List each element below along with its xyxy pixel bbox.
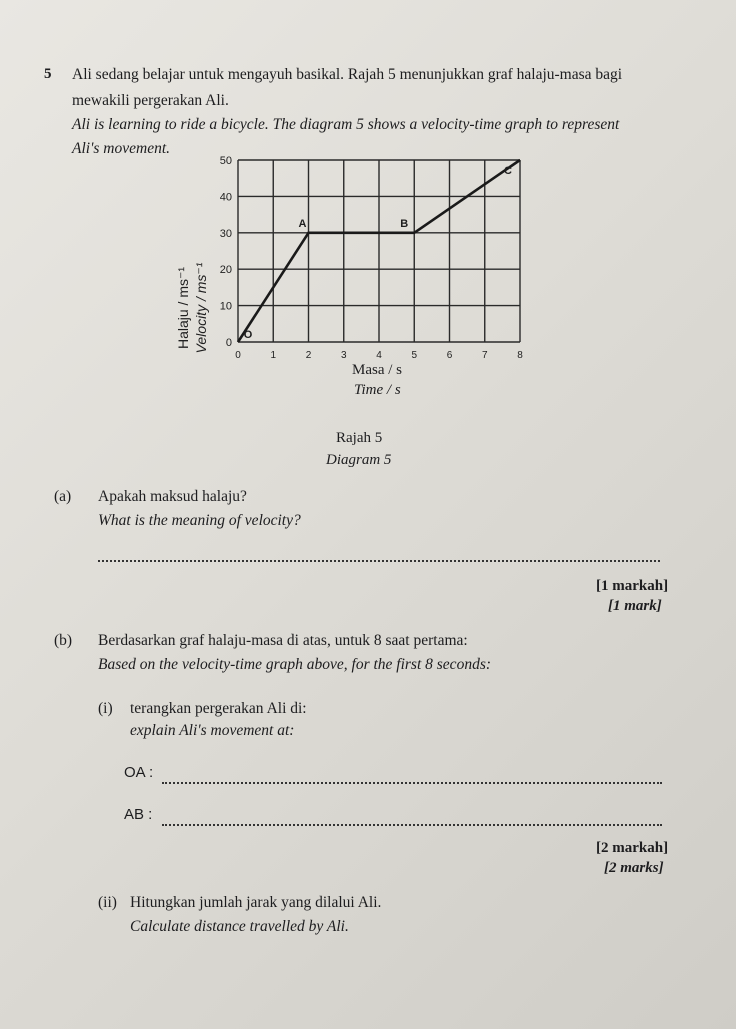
- part-a-label: (a): [54, 488, 72, 505]
- question-number: 5: [44, 66, 52, 82]
- x-axis-label-malay: Masa / s: [352, 362, 402, 378]
- x-tick-label: 5: [411, 350, 418, 361]
- part-a-marks-english: [1 mark]: [608, 598, 662, 614]
- x-tick-label: 6: [446, 350, 453, 361]
- part-b-label: (b): [54, 632, 73, 649]
- part-a-marks-malay: [1 markah]: [596, 578, 669, 594]
- oa-label: OA :: [124, 764, 154, 781]
- oa-answer-line[interactable]: [162, 782, 662, 784]
- x-axis-label-english: Time / s: [354, 382, 401, 398]
- x-tick-label: 1: [270, 350, 277, 361]
- point-label-o: O: [243, 329, 253, 341]
- intro-english-line-2: Ali's movement.: [72, 140, 171, 157]
- x-tick-label: 0: [235, 350, 241, 361]
- part-b-ii-label: (ii): [98, 894, 117, 911]
- part-b-i-marks-malay: [2 markah]: [596, 840, 669, 856]
- y-tick-label: 30: [219, 227, 232, 240]
- intro-english-line-1: Ali is learning to ride a bicycle. The diagram 5 shows a velocity-time graph to represent: [72, 116, 620, 133]
- ab-label: AB :: [124, 806, 153, 823]
- part-a-question-english: What is the meaning of velocity?: [98, 512, 301, 529]
- diagram-caption-malay: Rajah 5: [336, 430, 383, 446]
- x-tick-label: 8: [517, 350, 523, 361]
- point-label-c: C: [504, 165, 512, 177]
- part-a-question-malay: Apakah maksud halaju?: [98, 488, 247, 505]
- intro-malay-line-1: Ali sedang belajar untuk mengayuh basikal. Rajah 5 menunjukkan graf halaju-masa bagi: [72, 66, 623, 83]
- point-label-a: A: [298, 217, 307, 230]
- y-tick-label: 10: [219, 300, 232, 313]
- part-b-intro-english: Based on the velocity-time graph above, for the first 8 seconds:: [98, 656, 492, 673]
- part-b-i-marks-english: [2 marks]: [604, 860, 664, 876]
- y-tick-label: 20: [219, 264, 232, 277]
- diagram-caption-english: Diagram 5: [326, 452, 392, 468]
- y-tick-label: 40: [219, 191, 232, 204]
- x-tick-label: 2: [305, 350, 312, 361]
- part-b-ii-question-english: Calculate distance travelled by Ali.: [130, 918, 349, 935]
- graph-grid: [238, 160, 520, 342]
- x-tick-label: 3: [340, 350, 347, 361]
- y-tick-label: 50: [219, 155, 232, 167]
- intro-malay-line-2: mewakili pergerakan Ali.: [72, 92, 229, 109]
- ab-answer-line[interactable]: [162, 824, 662, 826]
- part-b-i-question-malay: terangkan pergerakan Ali di:: [130, 700, 307, 717]
- part-b-i-label: (i): [98, 700, 113, 717]
- point-label-b: B: [400, 217, 409, 230]
- y-axis-label-english: Velocity / ms⁻¹: [193, 262, 209, 354]
- x-tick-label: 7: [481, 350, 488, 361]
- part-b-intro-malay: Berdasarkan graf halaju-masa di atas, untuk 8 saat pertama:: [98, 632, 468, 649]
- y-axis-label-malay: Halaju / ms⁻¹: [175, 266, 191, 350]
- part-b-ii-question-malay: Hitungkan jumlah jarak yang dilalui Ali.: [130, 894, 382, 911]
- part-a-answer-line[interactable]: [98, 560, 660, 562]
- part-b-i-question-english: explain Ali's movement at:: [130, 722, 295, 739]
- y-tick-label: 0: [225, 337, 232, 349]
- x-tick-label: 4: [376, 350, 382, 361]
